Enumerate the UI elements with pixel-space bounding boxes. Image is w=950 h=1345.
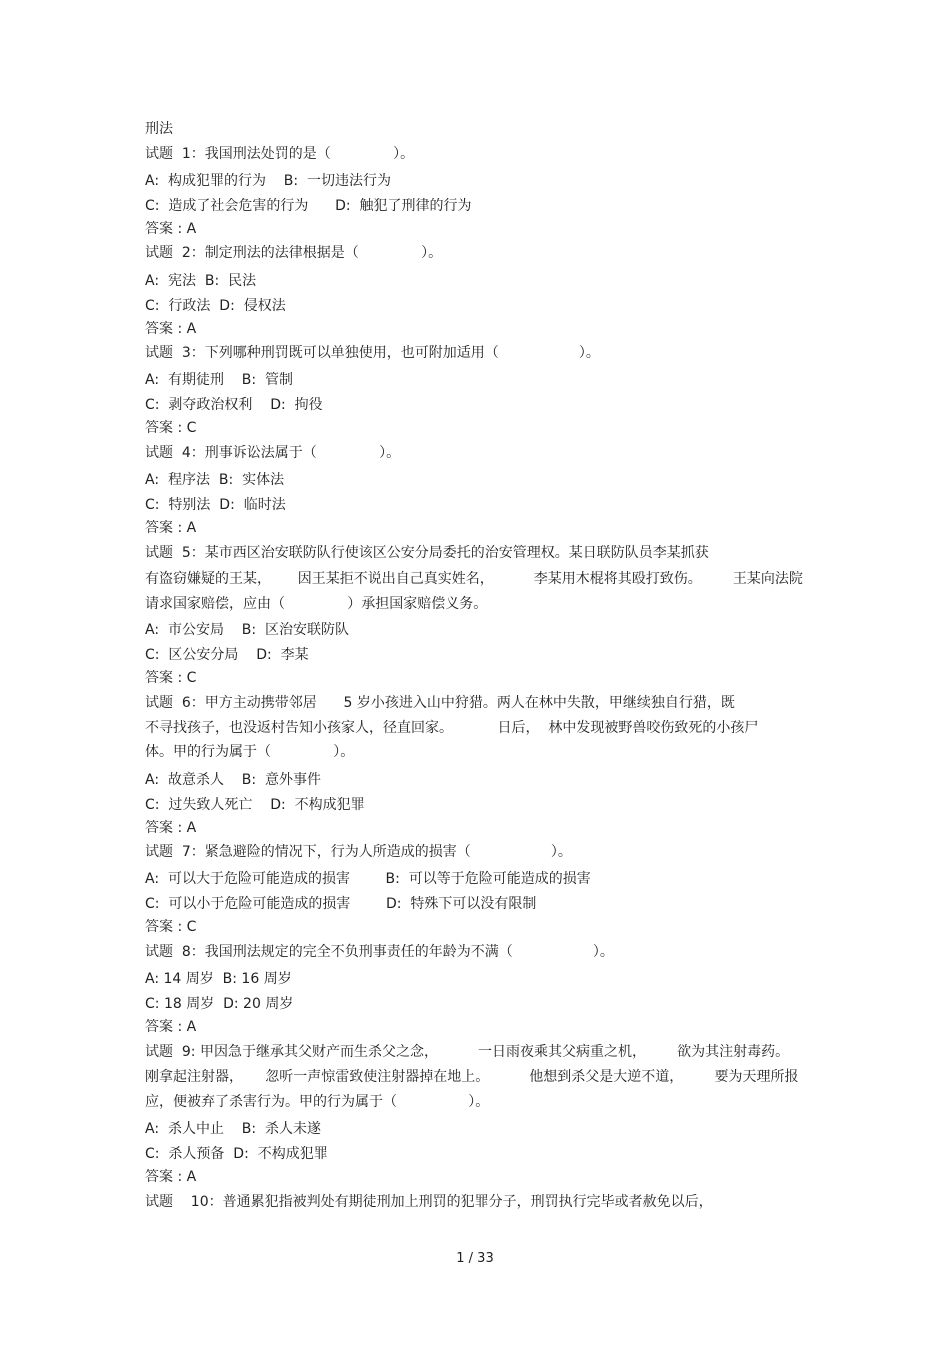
question-9-stem-line-3: 应，便被弃了杀害行为。甲的行为属于（ ）。 xyxy=(145,1094,490,1110)
question-2-options-cd: C: 行政法 D: 侵权法 xyxy=(145,298,286,314)
question-5-stem-line-1: 试题 5：某市西区治安联防队行使该区公安分局委托的治安管理权。某日联防队员李某抓获 xyxy=(145,545,709,561)
question-6-stem-line-2: 不寻找孩子，也没返村告知小孩家人，径直回家。 日后， 林中发现被野兽咬伤致死的小孩尸 xyxy=(145,720,759,736)
page-number: 1 / 33 xyxy=(456,1251,494,1266)
question-1-options-ab: A: 构成犯罪的行为 B: 一切违法行为 xyxy=(145,173,391,189)
question-9-answer: 答案 : A xyxy=(145,1169,197,1185)
question-4-answer: 答案 : A xyxy=(145,520,197,536)
question-7-options-cd: C: 可以小于危险可能造成的损害 D: 特殊下可以没有限制 xyxy=(145,896,537,912)
question-5-options-cd: C: 区公安分局 D: 李某 xyxy=(145,647,309,663)
question-9-stem-line-2: 刚拿起注射器， 忽听一声惊雷致使注射器掉在地上。 他想到杀父是大逆不道， 要为天理所报 xyxy=(145,1069,799,1085)
question-1-options-cd: C: 造成了社会危害的行为 D: 触犯了刑律的行为 xyxy=(145,198,472,214)
question-8-options-cd: C: 18 周岁 D: 20 周岁 xyxy=(145,996,294,1012)
question-4-stem: 试题 4：刑事诉讼法属于（ ）。 xyxy=(145,445,401,461)
question-2-stem: 试题 2：制定刑法的法律根据是（ ）。 xyxy=(145,245,443,261)
question-4-options-ab: A: 程序法 B: 实体法 xyxy=(145,472,285,488)
question-1-answer: 答案 : A xyxy=(145,221,197,237)
question-9-options-cd: C: 杀人预备 D: 不构成犯罪 xyxy=(145,1146,328,1162)
question-6-stem-line-3: 体。甲的行为属于（ ）。 xyxy=(145,744,355,760)
question-3-stem: 试题 3：下列哪种刑罚既可以单独使用，也可附加适用（ ）。 xyxy=(145,345,600,361)
question-6-stem-line-1: 试题 6：甲方主动携带邻居 5 岁小孩进入山中狩猎。两人在林中失散，甲继续独自行猎，既 xyxy=(145,695,735,711)
question-6-options-ab: A: 故意杀人 B: 意外事件 xyxy=(145,772,321,788)
question-5-stem-line-2: 有盗窃嫌疑的王某， 因王某拒不说出自己真实姓名， 李某用木棍将其殴打致伤。 王某向法院 xyxy=(145,571,803,587)
document-title: 刑法 xyxy=(145,121,173,137)
question-8-answer: 答案 : A xyxy=(145,1019,197,1035)
question-3-options-cd: C: 剥夺政治权利 D: 拘役 xyxy=(145,397,323,413)
question-5-options-ab: A: 市公安局 B: 区治安联防队 xyxy=(145,622,349,638)
question-7-stem: 试题 7：紧急避险的情况下，行为人所造成的损害（ ）。 xyxy=(145,844,572,860)
question-8-stem: 试题 8：我国刑法规定的完全不负刑事责任的年龄为不满（ ）。 xyxy=(145,944,614,960)
question-2-options-ab: A: 宪法 B: 民法 xyxy=(145,273,257,289)
question-6-answer: 答案 : A xyxy=(145,820,197,836)
question-7-answer: 答案 : C xyxy=(145,919,197,935)
question-10-stem: 试题 10：普通累犯指被判处有期徒刑加上刑罚的犯罪分子，刑罚执行完毕或者赦免以后， xyxy=(145,1194,713,1210)
question-9-stem-line-1: 试题 9: 甲因急于继承其父财产而生杀父之念， 一日雨夜乘其父病重之机， 欲为其注射毒药。 xyxy=(145,1044,790,1060)
question-5-answer: 答案 : C xyxy=(145,670,197,686)
question-4-options-cd: C: 特别法 D: 临时法 xyxy=(145,497,286,513)
question-9-options-ab: A: 杀人中止 B: 杀人未遂 xyxy=(145,1121,321,1137)
question-2-answer: 答案 : A xyxy=(145,321,197,337)
question-6-options-cd: C: 过失致人死亡 D: 不构成犯罪 xyxy=(145,797,365,813)
question-5-stem-line-3: 请求国家赔偿，应由（ ）承担国家赔偿义务。 xyxy=(145,596,488,612)
question-3-answer: 答案 : C xyxy=(145,420,197,436)
question-1-stem: 试题 1：我国刑法处罚的是（ ）。 xyxy=(145,146,415,162)
question-8-options-ab: A: 14 周岁 B: 16 周岁 xyxy=(145,971,292,987)
question-7-options-ab: A: 可以大于危险可能造成的损害 B: 可以等于危险可能造成的损害 xyxy=(145,871,591,887)
question-3-options-ab: A: 有期徒刑 B: 管制 xyxy=(145,372,293,388)
